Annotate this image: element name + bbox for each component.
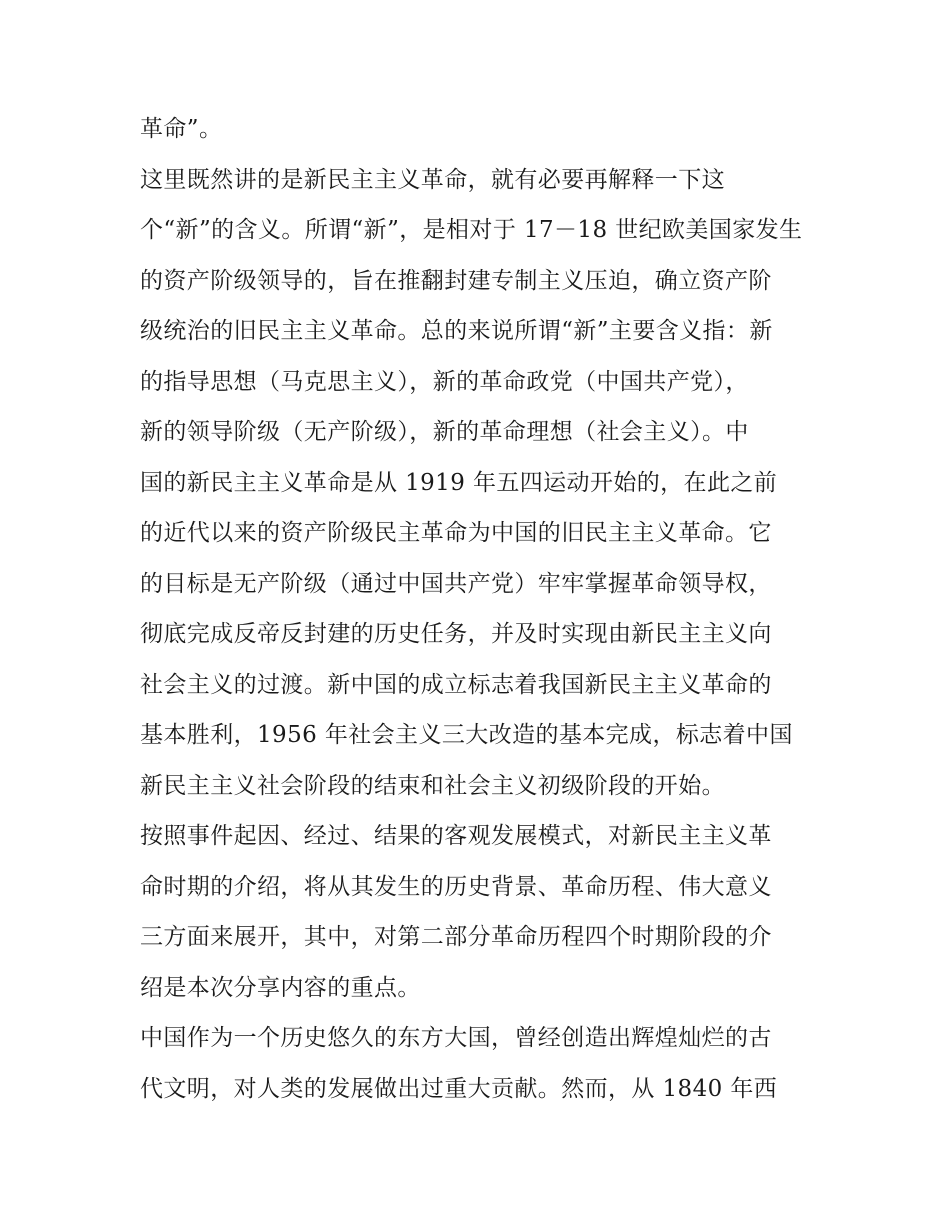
text-line: 这里既然讲的是新民主主义革命，就有必要再解释一下这: [140, 166, 725, 193]
text-line: 按照事件起因、经过、结果的客观发展模式，对新民主主义革: [140, 823, 772, 849]
text-line: 三方面来展开，其中，对第二部分革命历程四个时期阶段的介: [140, 924, 772, 950]
text-line: 基本胜利，1956 年社会主义三大改造的基本完成，标志着中国: [140, 722, 793, 748]
text-line: 国的新民主主义革命是从 1919 年五四运动开始的，在此之前: [140, 469, 778, 496]
text-line: 绍是本次分享内容的重点。: [140, 974, 421, 1001]
text-line: 的资产阶级领导的，旨在推翻封建专制主义压迫，确立资产阶: [140, 267, 772, 294]
text-line: 的近代以来的资产阶级民主革命为中国的旧民主主义革命。它: [140, 520, 772, 546]
text-line: 新的领导阶级（无产阶级），新的革命理想（社会主义）。中: [140, 419, 749, 445]
text-line: 新民主主义社会阶段的结束和社会主义初级阶段的开始。: [140, 772, 725, 799]
text-line: 中国作为一个历史悠久的东方大国，曾经创造出辉煌灿烂的古: [140, 1025, 772, 1051]
text-line: 彻底完成反帝反封建的历史任务，并及时实现由新民主主义向: [140, 621, 772, 647]
text-line: 级统治的旧民主主义革命。总的来说所谓“新”主要含义指：新: [140, 318, 773, 344]
text-line: 社会主义的过渡。新中国的成立标志着我国新民主主义革命的: [140, 671, 772, 698]
text-line: 革命”。: [140, 116, 223, 142]
text-line: 的指导思想（马克思主义），新的革命政党（中国共产党），: [140, 368, 749, 395]
text-line: 代文明，对人类的发展做出过重大贡献。然而，从 1840 年西: [140, 1075, 778, 1102]
text-line: 命时期的介绍，将从其发生的历史背景、革命历程、伟大意义: [140, 873, 772, 900]
text-line: 个“新”的含义。所谓“新”，是相对于 17－18 世纪欧美国家发生: [140, 217, 803, 243]
document-body: [140, 108, 820, 1118]
text-line: 的目标是无产阶级（通过中国共产党）牢牢掌握革命领导权，: [140, 570, 772, 597]
